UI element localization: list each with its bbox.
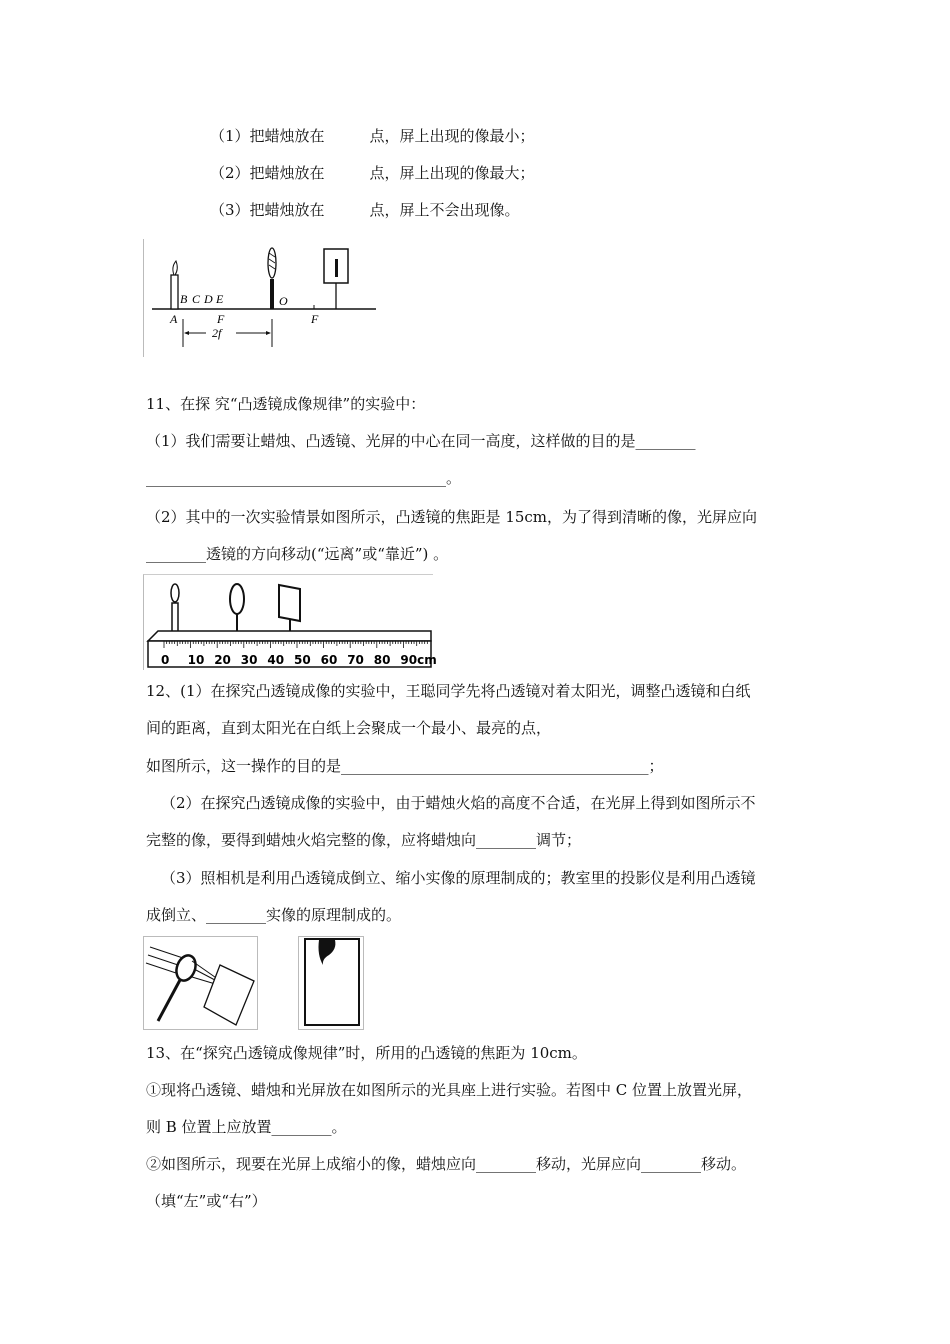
optical-bench-figure	[143, 239, 385, 357]
q11-part-2: （2）其中的一次实验情景如图所示，凸透镜的焦距是 15cm，为了得到清晰的像，光屏应向	[146, 508, 758, 526]
q13-part-2-cont: （填“左”或“右”）	[146, 1192, 267, 1210]
ruler-label-7: 70	[347, 653, 364, 667]
ruler-label-3: 30	[240, 653, 258, 667]
q12-part-3: （3）照相机是利用凸透镜成倒立、缩小实像的原理制成的；教室里的投影仪是利用凸透镜	[161, 869, 756, 887]
q10-item-1: （1）把蜡烛放在 点，屏上出现的像最小；	[210, 127, 535, 145]
q13-part-1-cont: 则 B 位置上应放置________。	[146, 1118, 347, 1136]
q13-part-2: ②如图所示，现要在光屏上成缩小的像，蜡烛应向________移动，光屏应向________移动。	[146, 1155, 747, 1173]
q11-title: 11、在探 究“凸透镜成像规律”的实验中：	[146, 395, 426, 413]
label-E: E	[216, 292, 224, 306]
ruler-label-6: 60	[320, 653, 338, 667]
label-B: B	[180, 292, 188, 306]
q11-part-1-cont: ________________________________________。	[146, 469, 462, 487]
q12-part-1-cont: 间的距离，直到太阳光在白纸上会聚成一个最小、最亮的点，	[146, 719, 552, 737]
q11-part-1: （1）我们需要让蜡烛、凸透镜、光屏的中心在同一高度，这样做的目的是________	[146, 432, 696, 450]
ruler-label-0: 0	[161, 653, 170, 667]
label-2f: 2f	[212, 326, 222, 340]
ruler-bench-figure	[143, 574, 437, 670]
q12-part-2: （2）在探究凸透镜成像的实验中，由于蜡烛火焰的高度不合适，在光屏上得到如图所示不	[161, 794, 756, 812]
ruler-label-4: 40	[267, 653, 285, 667]
q12-part-1-question: 如图所示，这一操作的目的是_________________________________________；	[146, 757, 664, 775]
q12-part-1: 12、(1）在探究凸透镜成像的实验中，王聪同学先将凸透镜对着太阳光，调整凸透镜和白纸	[146, 682, 751, 700]
label-F-right: F	[311, 312, 319, 326]
q12-part-3-cont: 成倒立、________实像的原理制成的。	[146, 906, 402, 924]
q13-title: 13、在“探究凸透镜成像规律”时，所用的凸透镜的焦距为 10cm。	[146, 1044, 587, 1062]
ruler-label-1: 10	[187, 653, 205, 667]
q11-part-2-cont: ________透镜的方向移动(“远离”或“靠近”) 。	[146, 545, 449, 563]
ruler-label-8: 80	[373, 653, 391, 667]
ruler-label-2: 20	[214, 653, 231, 667]
q12-part-2-cont: 完整的像，要得到蜡烛火焰完整的像，应将蜡烛向________调节；	[146, 831, 582, 849]
label-O: O	[279, 294, 288, 308]
label-D: D	[204, 292, 213, 306]
lens-focusing-figure	[143, 936, 258, 1030]
label-C: C	[192, 292, 201, 306]
q10-item-2: （2）把蜡烛放在 点，屏上出现的像最大；	[210, 164, 535, 182]
label-F-left: F	[217, 312, 225, 326]
q10-item-3: （3）把蜡烛放在 点，屏上不会出现像。	[210, 201, 520, 219]
ruler-label-9: 90cm	[400, 653, 437, 667]
label-A: A	[170, 312, 178, 326]
incomplete-image-figure	[298, 936, 364, 1030]
ruler-label-5: 50	[294, 653, 311, 667]
q13-part-1: ①现将凸透镜、蜡烛和光屏放在如图所示的光具座上进行实验。若图中 C 位置上放置光屏，	[146, 1081, 753, 1099]
